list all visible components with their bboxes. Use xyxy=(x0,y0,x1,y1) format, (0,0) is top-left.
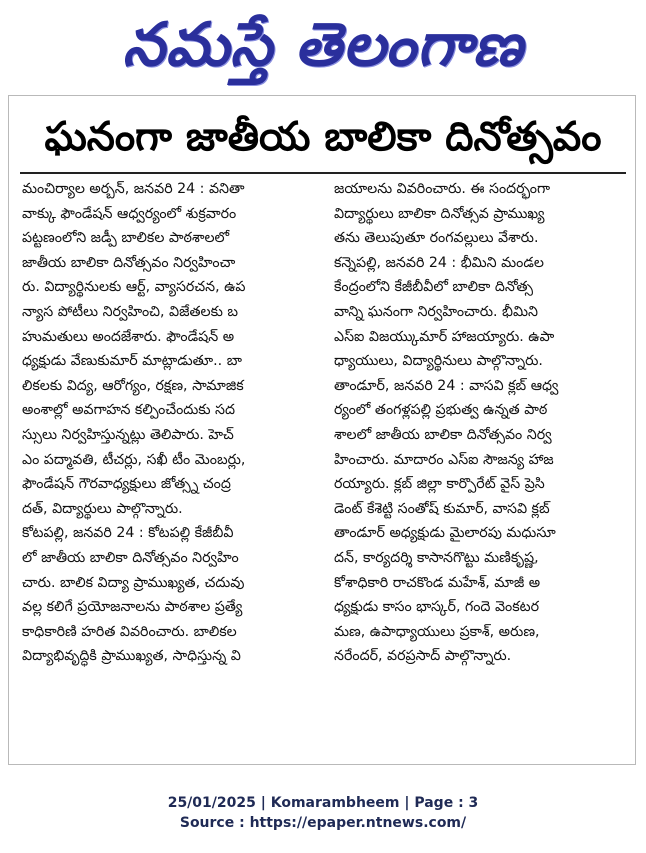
text-line: కేంద్రంలోని కేజీబీవీలో బాలికా దినోత్స xyxy=(334,279,534,296)
text-line: మంచిర్యాల అర్బన్, జనవరి 24 : వనితా xyxy=(22,181,245,197)
text-line: జయాలను వివరించారు. ఈ సందర్భంగా xyxy=(334,181,551,197)
text-line: తను తెలుపుతూ రంగవల్లులు వేశారు. xyxy=(334,230,539,247)
headline-divider xyxy=(20,172,626,174)
source-link[interactable]: Source : https://epaper.ntnews.com/ xyxy=(179,815,467,831)
article-column-right xyxy=(334,177,626,747)
text-line: రు. విద్యార్థినులకు ఆర్ట్, వ్యాసరచన, ఉప xyxy=(22,279,246,296)
text-line: వల్ల కలిగే ప్రయోజనాలను పాఠశాల ప్రత్యే xyxy=(22,599,243,616)
text-line: దత్, విద్యార్థులు పాల్గొన్నారు. xyxy=(22,500,183,517)
article-headline: ఘనంగా జాతీయ బాలికా దినోత్సవం xyxy=(44,114,602,160)
text-line: చారు. బాలిక విద్యా ప్రాముఖ్యత, చదువు xyxy=(22,574,245,591)
text-line: హించారు. మాదారం ఎస్ఐ సౌజన్య హాజ xyxy=(334,451,554,468)
text-line: విద్యార్థులు బాలికా దినోత్సవ ప్రాముఖ్య xyxy=(334,205,545,222)
text-line: ధ్యాయులు, విద్యార్థినులు పాల్గొన్నారు. xyxy=(334,353,543,370)
text-line: కన్నెపల్లి, జనవరి 24 : భీమిని మండల xyxy=(334,254,544,271)
text-line: కాధికారిణి హరిత వివరించారు. బాలికల xyxy=(22,623,237,640)
text-line: ధ్యక్షుడు వేణుకుమార్ మాట్లాడుతూ.. బా xyxy=(22,353,242,370)
text-line: దన్, కార్యదర్శి కాసానగొట్టు మణికృష్ణ, xyxy=(334,549,539,566)
text-line: కోశాధికారి రాచకొండ మహేశ్, మాజీ అ xyxy=(334,574,541,591)
text-line: జాతీయ బాలికా దినోత్సవం నిర్వహించా xyxy=(22,254,236,271)
text-line: ఎం పద్మావతి, టీచర్లు, సఖీ టీం మెంబర్లు, xyxy=(22,451,246,468)
text-line: ధ్యక్షుడు కాసం భాస్కర్, గందె వెంకటర xyxy=(334,599,540,616)
text-line: ఎస్ఐ విజయ్కుమార్ హాజయ్యారు. ఉపా xyxy=(334,328,555,345)
text-line: రయ్యారు. క్లబ్ జిల్లా కార్పొరేట్ వైస్ ప్రెసి xyxy=(334,476,545,493)
text-line: డెంట్ కేశెట్టి సంతోష్ కుమార్, వాసవి క్లబ్ xyxy=(334,500,550,517)
text-line: కోటపల్లి, జనవరి 24 : కోటపల్లి కేజీబీవీ xyxy=(22,525,234,542)
text-line: లికలకు విద్య, ఆరోగ్యం, రక్షణ, సామాజిక xyxy=(22,377,244,394)
text-line: వాన్ని ఘనంగా నిర్వహించారు. భీమిని xyxy=(334,303,538,320)
text-line: తాండూర్ అధ్యక్షుడు మైలారపు మధుసూ xyxy=(334,525,556,542)
text-line: శాలలో జాతీయ బాలికా దినోత్సవం నిర్వ xyxy=(334,426,552,443)
text-line: నరేందర్, వరప్రసాద్ పాల్గొన్నారు. xyxy=(334,648,512,665)
text-line: ర్యంలో తంగళ్లపల్లి ప్రభుత్వ ఉన్నత పాఠ xyxy=(334,402,548,419)
text-line: న్యాస పోటీలు నిర్వహించి, విజేతలకు బ xyxy=(22,303,239,320)
newspaper-masthead: నమస్తే తెలంగాణ xyxy=(122,10,524,80)
text-line: స్సులు నిర్వహిస్తున్నట్లు తెలిపారు. హెచ్ xyxy=(22,426,234,443)
text-line: విద్యాభివృద్ధికి ప్రాముఖ్యత, సాధిస్తున్న వి xyxy=(22,648,241,665)
text-line: పట్టణంలోని జడ్పీ బాలికల పాఠశాలలో xyxy=(22,230,230,247)
text-line: ఫౌండేషన్ గౌరవాధ్యక్షులు జోత్స్న చంద్ర xyxy=(22,476,231,493)
text-line: తాండూర్, జనవరి 24 : వాసవి క్లబ్ ఆధ్వ xyxy=(334,377,559,394)
edition-info: 25/01/2025 | Komarambheem | Page : 3 xyxy=(167,795,479,811)
text-line: వాక్కు ఫౌండేషన్ ఆధ్వర్యంలో శుక్రవారం xyxy=(22,205,237,222)
text-line: హుమతులు అందజేశారు. ఫౌండేషన్ అ xyxy=(22,328,235,345)
text-line: లో జాతీయ బాలికా దినోత్సవం నిర్వహిం xyxy=(22,549,239,566)
text-line: మణ, ఉపాధ్యాయులు ప్రకాశ్, అరుణ, xyxy=(334,623,540,640)
article-column-left xyxy=(22,177,314,747)
text-line: అంశాల్లో అవగాహన కల్పించేందుకు సద xyxy=(22,402,236,419)
